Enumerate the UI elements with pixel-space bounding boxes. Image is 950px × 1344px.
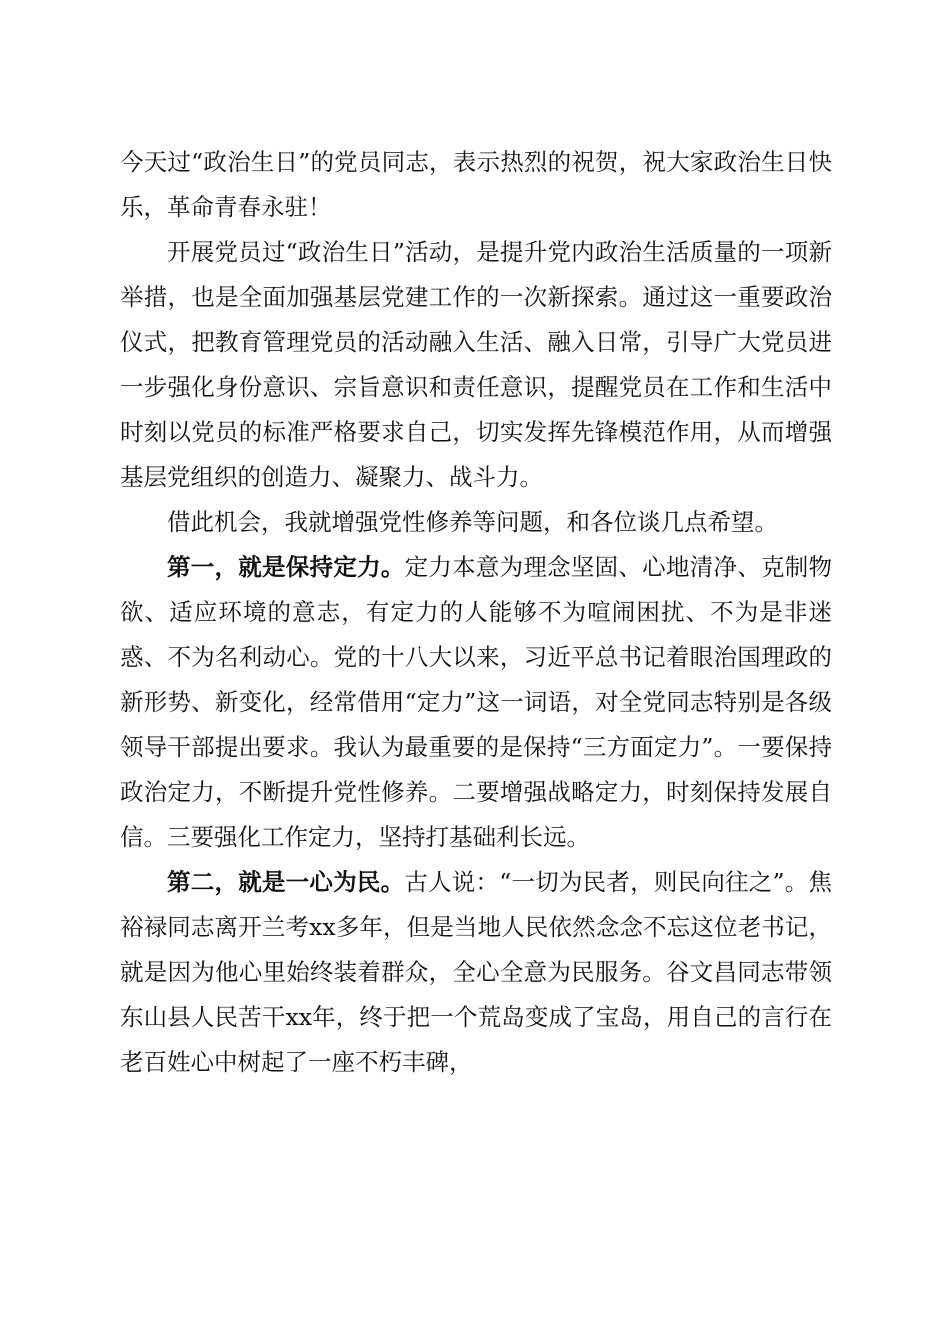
paragraph-2 <box>120 230 832 500</box>
paragraph-text: 今天过“政治生日”的党员同志，表示热烈的祝贺，祝大家政治生日快乐，革命青春永驻！ <box>120 148 832 221</box>
paragraph-text: 借此机会，我就增强党性修养等问题，和各位谈几点希望。 <box>167 508 778 536</box>
paragraph-text: 古人说：“一切为民者，则民向往之”。焦裕禄同志离开兰考xx多年，但是当地人民依然念念不忘这位老书记，就是因为他心里始终装着群众，全心全意为民服务。谷文昌同志带领东山县人民苦干xx年，终于把一个荒岛变成了宝岛，用自己的言行在老百姓心中树起了一座不朽丰碑， <box>120 868 832 1076</box>
paragraph-1 <box>120 140 832 230</box>
document-body <box>120 140 832 1085</box>
paragraph-4 <box>120 545 832 860</box>
paragraph-lead-heading: 第二，就是一心为民。 <box>167 868 405 896</box>
paragraph-text: 开展党员过“政治生日”活动，是提升党内政治生活质量的一项新举措，也是全面加强基层党建工作的一次新探索。通过这一重要政治仪式，把教育管理党员的活动融入生活、融入日常，引导广大党员进一步强化身份意识、宗旨意识和责任意识，提醒党员在工作和生活中时刻以党员的标准严格要求自己，切实发挥先锋模范作用，从而增强基层党组织的创造力、凝聚力、战斗力。 <box>120 238 832 491</box>
paragraph-3 <box>120 500 832 545</box>
paragraph-text: 定力本意为理念坚固、心地清净、克制物欲、适应环境的意志，有定力的人能够不为喧闹困扰、不为是非迷惑、不为名利动心。党的十八大以来，习近平总书记着眼治国理政的新形势、新变化，经常借用“定力”这一词语，对全党同志特别是各级领导干部提出要求。我认为最重要的是保持“三方面定力”。一要保持政治定力，不断提升党性修养。二要增强战略定力，时刻保持发展自信。三要强化工作定力，坚持打基础利长远。 <box>120 553 833 851</box>
paragraph-5 <box>120 860 832 1085</box>
paragraph-lead-heading: 第一，就是保持定力。 <box>167 553 405 581</box>
